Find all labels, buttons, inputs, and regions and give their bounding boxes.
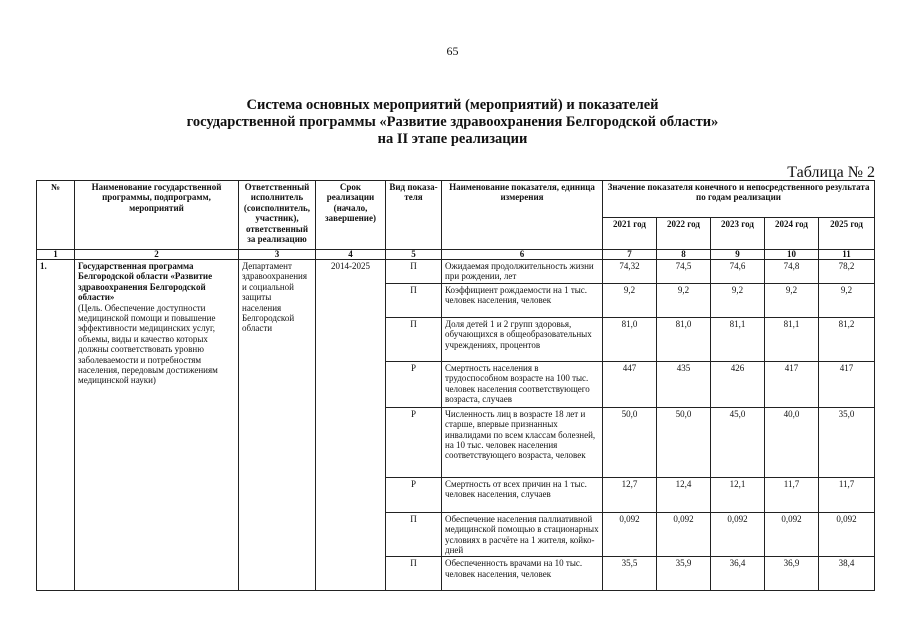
value-2025: 78,2 bbox=[819, 260, 875, 284]
column-number: 4 bbox=[316, 250, 386, 260]
indicator-type: П bbox=[386, 317, 442, 361]
measures-table bbox=[36, 180, 875, 591]
program-period: 2014-2025 bbox=[316, 260, 386, 591]
value-2022: 12,4 bbox=[657, 477, 711, 512]
value-2021: 12,7 bbox=[603, 477, 657, 512]
program-responsible: Департамент здравоохранения и социальной защиты населения Белгородской области bbox=[239, 260, 316, 591]
indicator-name: Обеспечение населения паллиативной медицинской помощью в стационарных условиях в расчёте на 1 жителя, койко-дней bbox=[442, 512, 603, 557]
value-2025: 9,2 bbox=[819, 283, 875, 317]
value-2023: 74,6 bbox=[711, 260, 765, 284]
header-period: Срок реализации (начало, завершение) bbox=[316, 181, 386, 250]
value-2021: 74,32 bbox=[603, 260, 657, 284]
value-2025: 11,7 bbox=[819, 477, 875, 512]
indicator-name: Смертность от всех причин на 1 тыс. человек населения, случаев bbox=[442, 477, 603, 512]
value-2022: 50,0 bbox=[657, 407, 711, 477]
value-2024: 11,7 bbox=[765, 477, 819, 512]
value-2025: 35,0 bbox=[819, 407, 875, 477]
table-row bbox=[37, 260, 875, 284]
header-name: Наименование государственной программы, подпрограмм, мероприятий bbox=[75, 181, 239, 250]
column-number: 5 bbox=[386, 250, 442, 260]
program-number: 1. bbox=[37, 260, 75, 591]
header-type: Вид показа-теля bbox=[386, 181, 442, 250]
header-year-2025: 2025 год bbox=[819, 218, 875, 250]
value-2023: 36,4 bbox=[711, 557, 765, 591]
document-title bbox=[0, 97, 905, 148]
value-2023: 81,1 bbox=[711, 317, 765, 361]
page-number: 65 bbox=[446, 44, 459, 58]
value-2025: 0,092 bbox=[819, 512, 875, 557]
title-line-3: на II этапе реализации bbox=[377, 131, 528, 147]
column-number: 7 bbox=[603, 250, 657, 260]
value-2021: 9,2 bbox=[603, 283, 657, 317]
value-2023: 426 bbox=[711, 361, 765, 407]
header-year-2024: 2024 год bbox=[765, 218, 819, 250]
column-number: 3 bbox=[239, 250, 316, 260]
header-year-2023: 2023 год bbox=[711, 218, 765, 250]
column-number: 1 bbox=[37, 250, 75, 260]
value-2023: 12,1 bbox=[711, 477, 765, 512]
value-2024: 40,0 bbox=[765, 407, 819, 477]
value-2024: 0,092 bbox=[765, 512, 819, 557]
value-2021: 81,0 bbox=[603, 317, 657, 361]
indicator-name: Доля детей 1 и 2 групп здоровья, обучающихся в общеобразовательных учреждениях, процентов bbox=[442, 317, 603, 361]
value-2025: 81,2 bbox=[819, 317, 875, 361]
value-2025: 417 bbox=[819, 361, 875, 407]
indicator-name: Смертность населения в трудоспособном возрасте на 100 тыс. человек населения соответствующего возраста, случаев bbox=[442, 361, 603, 407]
header-year-2021: 2021 год bbox=[603, 218, 657, 250]
value-2021: 447 bbox=[603, 361, 657, 407]
indicator-name: Коэффициент рождаемости на 1 тыс. человек населения, человек bbox=[442, 283, 603, 317]
value-2021: 50,0 bbox=[603, 407, 657, 477]
program-name: Государственная программа Белгородской области «Развитие здравоохранения Белгородской области» bbox=[78, 261, 213, 303]
header-indicator: Наименование показателя, единица измерения bbox=[442, 181, 603, 250]
header-no: № bbox=[37, 181, 75, 250]
value-2023: 0,092 bbox=[711, 512, 765, 557]
value-2025: 38,4 bbox=[819, 557, 875, 591]
indicator-type: П bbox=[386, 512, 442, 557]
column-number: 10 bbox=[765, 250, 819, 260]
value-2024: 36,9 bbox=[765, 557, 819, 591]
indicator-name: Обеспеченность врачами на 10 тыс. человек населения, человек bbox=[442, 557, 603, 591]
column-number: 11 bbox=[819, 250, 875, 260]
value-2022: 35,9 bbox=[657, 557, 711, 591]
value-2022: 9,2 bbox=[657, 283, 711, 317]
value-2024: 417 bbox=[765, 361, 819, 407]
indicator-type: П bbox=[386, 283, 442, 317]
program-name-cell bbox=[75, 260, 239, 591]
title-line-2: государственной программы «Развитие здравоохранения Белгородской области» bbox=[186, 114, 719, 130]
indicator-type: П bbox=[386, 557, 442, 591]
column-number: 9 bbox=[711, 250, 765, 260]
value-2022: 0,092 bbox=[657, 512, 711, 557]
header-values-group: Значение показателя конечного и непосредственного результата по годам реализации bbox=[603, 181, 875, 218]
header-year-2022: 2022 год bbox=[657, 218, 711, 250]
indicator-type: П bbox=[386, 260, 442, 284]
value-2023: 45,0 bbox=[711, 407, 765, 477]
value-2023: 9,2 bbox=[711, 283, 765, 317]
value-2022: 81,0 bbox=[657, 317, 711, 361]
column-number: 2 bbox=[75, 250, 239, 260]
value-2022: 435 bbox=[657, 361, 711, 407]
value-2024: 74,8 bbox=[765, 260, 819, 284]
title-line-1: Система основных мероприятий (мероприятий) и показателей bbox=[246, 97, 659, 113]
column-number: 6 bbox=[442, 250, 603, 260]
indicator-type: Р bbox=[386, 477, 442, 512]
indicator-name: Численность лиц в возрасте 18 лет и старше, впервые признанных инвалидами по всем классам болезней, на 10 тыс. человек населения соответствующего возраста, человек bbox=[442, 407, 603, 477]
table-label: Таблица № 2 bbox=[787, 164, 875, 181]
column-number: 8 bbox=[657, 250, 711, 260]
value-2024: 9,2 bbox=[765, 283, 819, 317]
value-2022: 74,5 bbox=[657, 260, 711, 284]
program-goal: (Цель. Обеспечение доступности медицинской помощи и повышение эффективности медицинских услуг, объемы, виды и качество которых должны соответствовать уровню заболеваемости и потребностям населения, передовым достижениям медицинской науки) bbox=[78, 302, 218, 386]
indicator-type: Р bbox=[386, 407, 442, 477]
indicator-type: Р bbox=[386, 361, 442, 407]
value-2021: 35,5 bbox=[603, 557, 657, 591]
header-responsible: Ответственный исполнитель (соисполнитель, участник), ответственный за реализацию bbox=[239, 181, 316, 250]
value-2021: 0,092 bbox=[603, 512, 657, 557]
indicator-name: Ожидаемая продолжительность жизни при рождении, лет bbox=[442, 260, 603, 284]
value-2024: 81,1 bbox=[765, 317, 819, 361]
